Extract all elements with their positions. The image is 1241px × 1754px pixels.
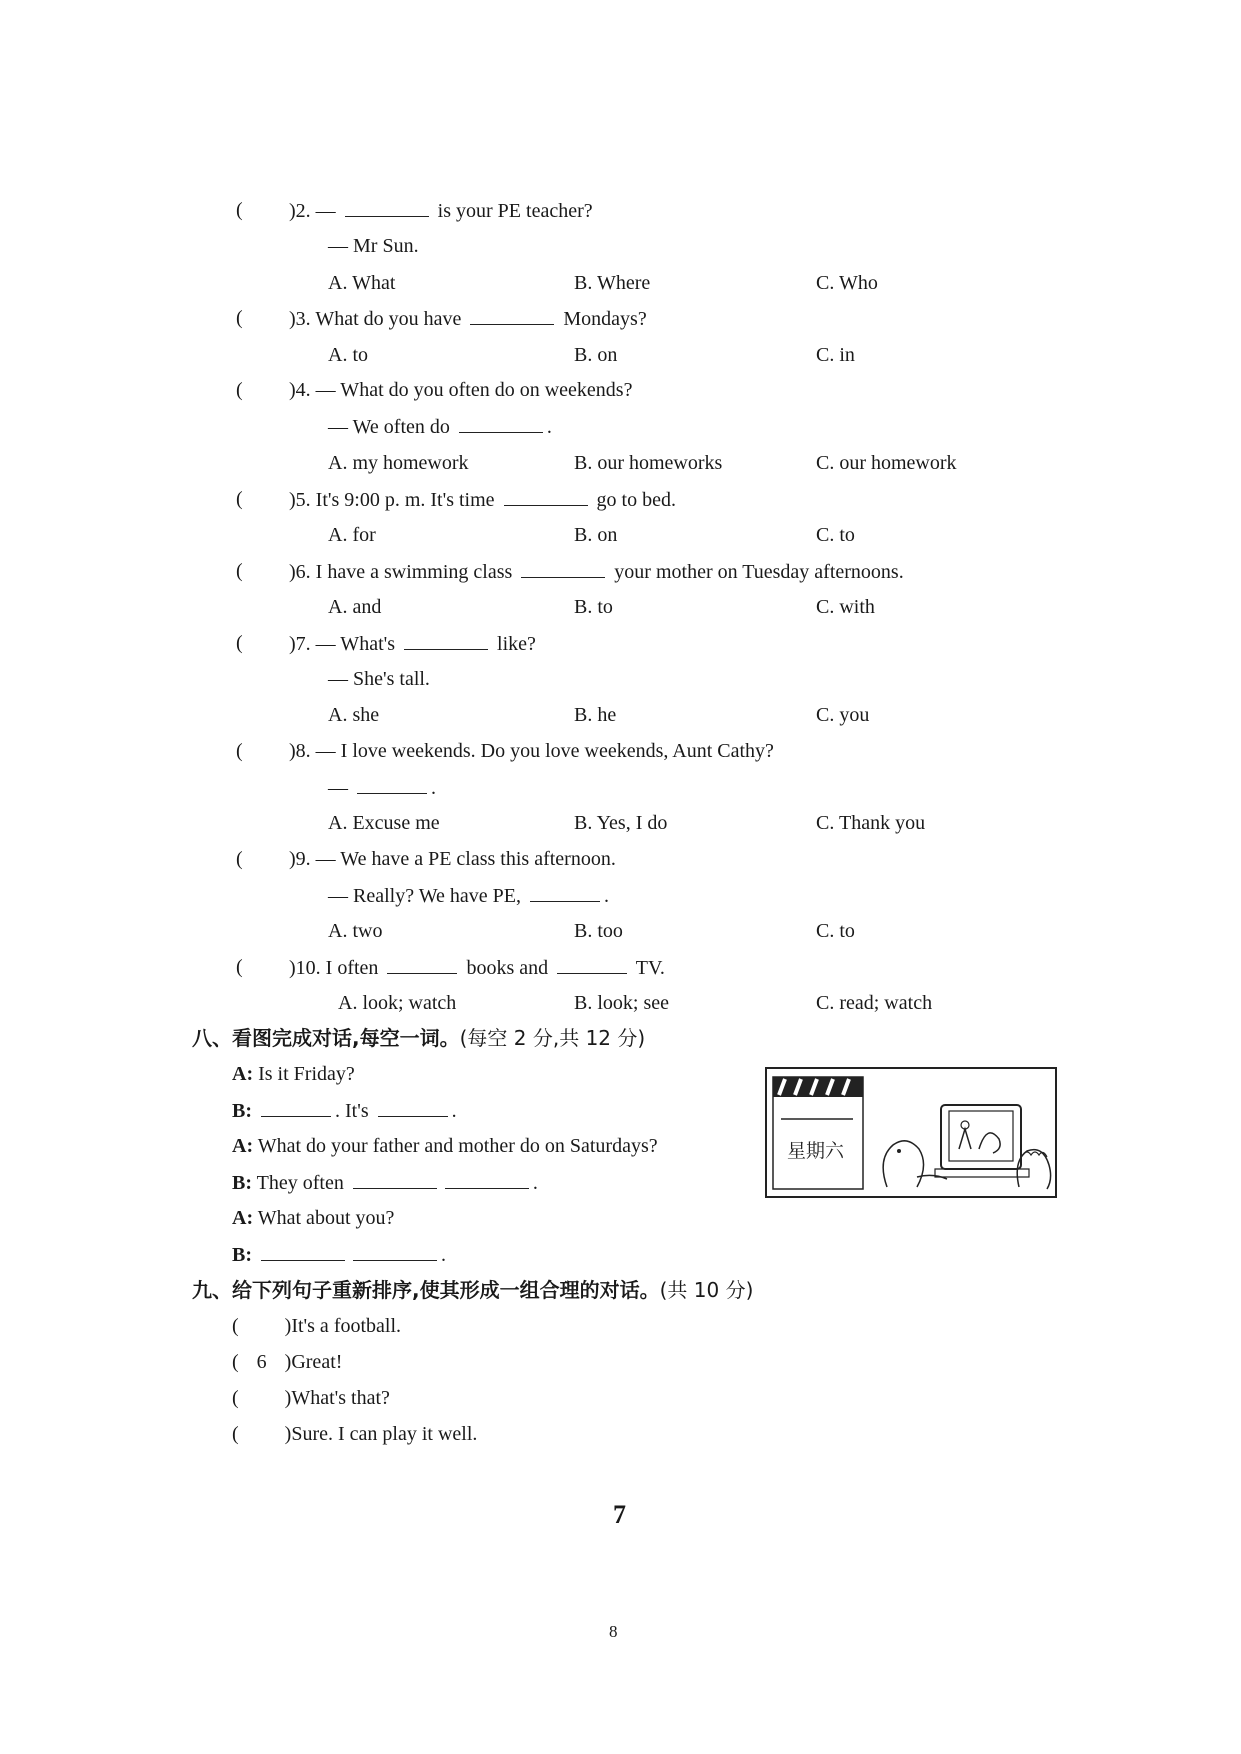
answer-blank[interactable] — [387, 955, 457, 974]
dialogue-line: B: They often . — [232, 1172, 538, 1194]
option-c: C. you — [816, 704, 870, 726]
answer-paren: ( — [236, 632, 243, 654]
option-b: B. Where — [574, 272, 651, 294]
option-b: B. look; see — [574, 992, 669, 1014]
answer-blank[interactable] — [530, 883, 600, 902]
order-item: ( 6 )Great! — [232, 1351, 343, 1373]
answer-paren: ( — [236, 560, 243, 582]
option-c: C. read; watch — [816, 992, 933, 1014]
option-a: A. look; watch — [338, 992, 457, 1014]
answer-blank[interactable] — [353, 1170, 437, 1189]
option-b: B. our homeworks — [574, 452, 723, 474]
option-a: A. for — [328, 524, 376, 546]
option-a: A. What — [328, 272, 396, 294]
weekend-picture — [765, 1067, 1057, 1198]
option-a: A. two — [328, 920, 383, 942]
option-c: C. with — [816, 596, 875, 618]
option-b: B. to — [574, 596, 613, 618]
question-4-reply: — We often do . — [328, 416, 552, 438]
footer-page-number: 8 — [609, 1622, 618, 1641]
order-item: ( )It's a football. — [232, 1315, 402, 1337]
option-a: A. Excuse me — [328, 812, 440, 834]
option-a: A. she — [328, 704, 380, 726]
answer-blank[interactable] — [470, 306, 554, 325]
option-c: C. in — [816, 344, 855, 366]
option-c: C. our homework — [816, 452, 957, 474]
answer-paren: ( — [236, 956, 243, 978]
dialogue-line: A: What do your father and mother do on Saturdays? — [232, 1135, 658, 1157]
answer-paren: ( — [236, 848, 243, 870]
option-a: A. to — [328, 344, 368, 366]
answer-blank[interactable] — [357, 775, 427, 794]
option-a: A. and — [328, 596, 382, 618]
question-4: )4. — What do you often do on weekends? — [289, 379, 633, 401]
dialogue-line: B: . — [232, 1244, 446, 1266]
option-c: C. Thank you — [816, 812, 926, 834]
option-c: C. to — [816, 524, 855, 546]
question-10: )10. I often books and TV. — [289, 957, 665, 979]
question-9: )9. — We have a PE class this afternoon. — [289, 848, 616, 870]
answer-blank[interactable] — [445, 1170, 529, 1189]
question-7: )7. — What's like? — [289, 633, 536, 655]
question-9-reply: — Really? We have PE, . — [328, 885, 609, 907]
order-item: ( )What's that? — [232, 1387, 390, 1409]
answer-paren: ( — [236, 199, 243, 221]
answer-blank[interactable] — [378, 1098, 448, 1117]
option-b: B. on — [574, 344, 618, 366]
option-c: C. Who — [816, 272, 878, 294]
dialogue-line: B: . It's . — [232, 1100, 457, 1122]
option-b: B. Yes, I do — [574, 812, 668, 834]
answer-blank[interactable] — [459, 414, 543, 433]
question-8: )8. — I love weekends. Do you love weekends, Aunt Cathy? — [289, 740, 774, 762]
answer-blank[interactable] — [504, 487, 588, 506]
question-5: )5. It's 9:00 p. m. It's time go to bed. — [289, 489, 676, 511]
answer-blank[interactable] — [404, 631, 488, 650]
question-2: )2. — is your PE teacher? — [289, 200, 593, 222]
question-7-reply: — She's tall. — [328, 668, 430, 690]
answer-paren: ( — [236, 740, 243, 762]
question-2-reply: — Mr Sun. — [328, 235, 419, 257]
question-8-reply: — . — [328, 777, 436, 799]
answer-blank[interactable] — [261, 1098, 331, 1117]
dialogue-line: A: Is it Friday? — [232, 1063, 355, 1085]
picture-illustration — [767, 1069, 1055, 1196]
dialogue-line: A: What about you? — [232, 1207, 395, 1229]
calendar-day-label: 星期六 — [787, 1140, 845, 1162]
section-8-heading: 八、看图完成对话,每空一词。(每空 2 分,共 12 分) — [192, 1026, 646, 1050]
question-6: )6. I have a swimming class your mother on Tuesday afternoons. — [289, 561, 904, 583]
option-c: C. to — [816, 920, 855, 942]
answer-paren: ( — [236, 379, 243, 401]
answer-paren: ( — [236, 307, 243, 329]
option-b: B. he — [574, 704, 617, 726]
answer-paren: ( — [236, 488, 243, 510]
order-answer[interactable]: 6 — [256, 1351, 267, 1373]
answer-blank[interactable] — [345, 198, 429, 217]
answer-blank[interactable] — [521, 559, 605, 578]
section-9-heading: 九、给下列句子重新排序,使其形成一组合理的对话。(共 10 分) — [192, 1278, 754, 1302]
answer-blank[interactable] — [261, 1242, 345, 1261]
question-3: )3. What do you have Mondays? — [289, 308, 647, 330]
answer-blank[interactable] — [353, 1242, 437, 1261]
option-a: A. my homework — [328, 452, 469, 474]
answer-blank[interactable] — [557, 955, 627, 974]
order-item: ( )Sure. I can play it well. — [232, 1423, 478, 1445]
page-number: 7 — [613, 1500, 626, 1529]
option-b: B. on — [574, 524, 618, 546]
option-b: B. too — [574, 920, 623, 942]
